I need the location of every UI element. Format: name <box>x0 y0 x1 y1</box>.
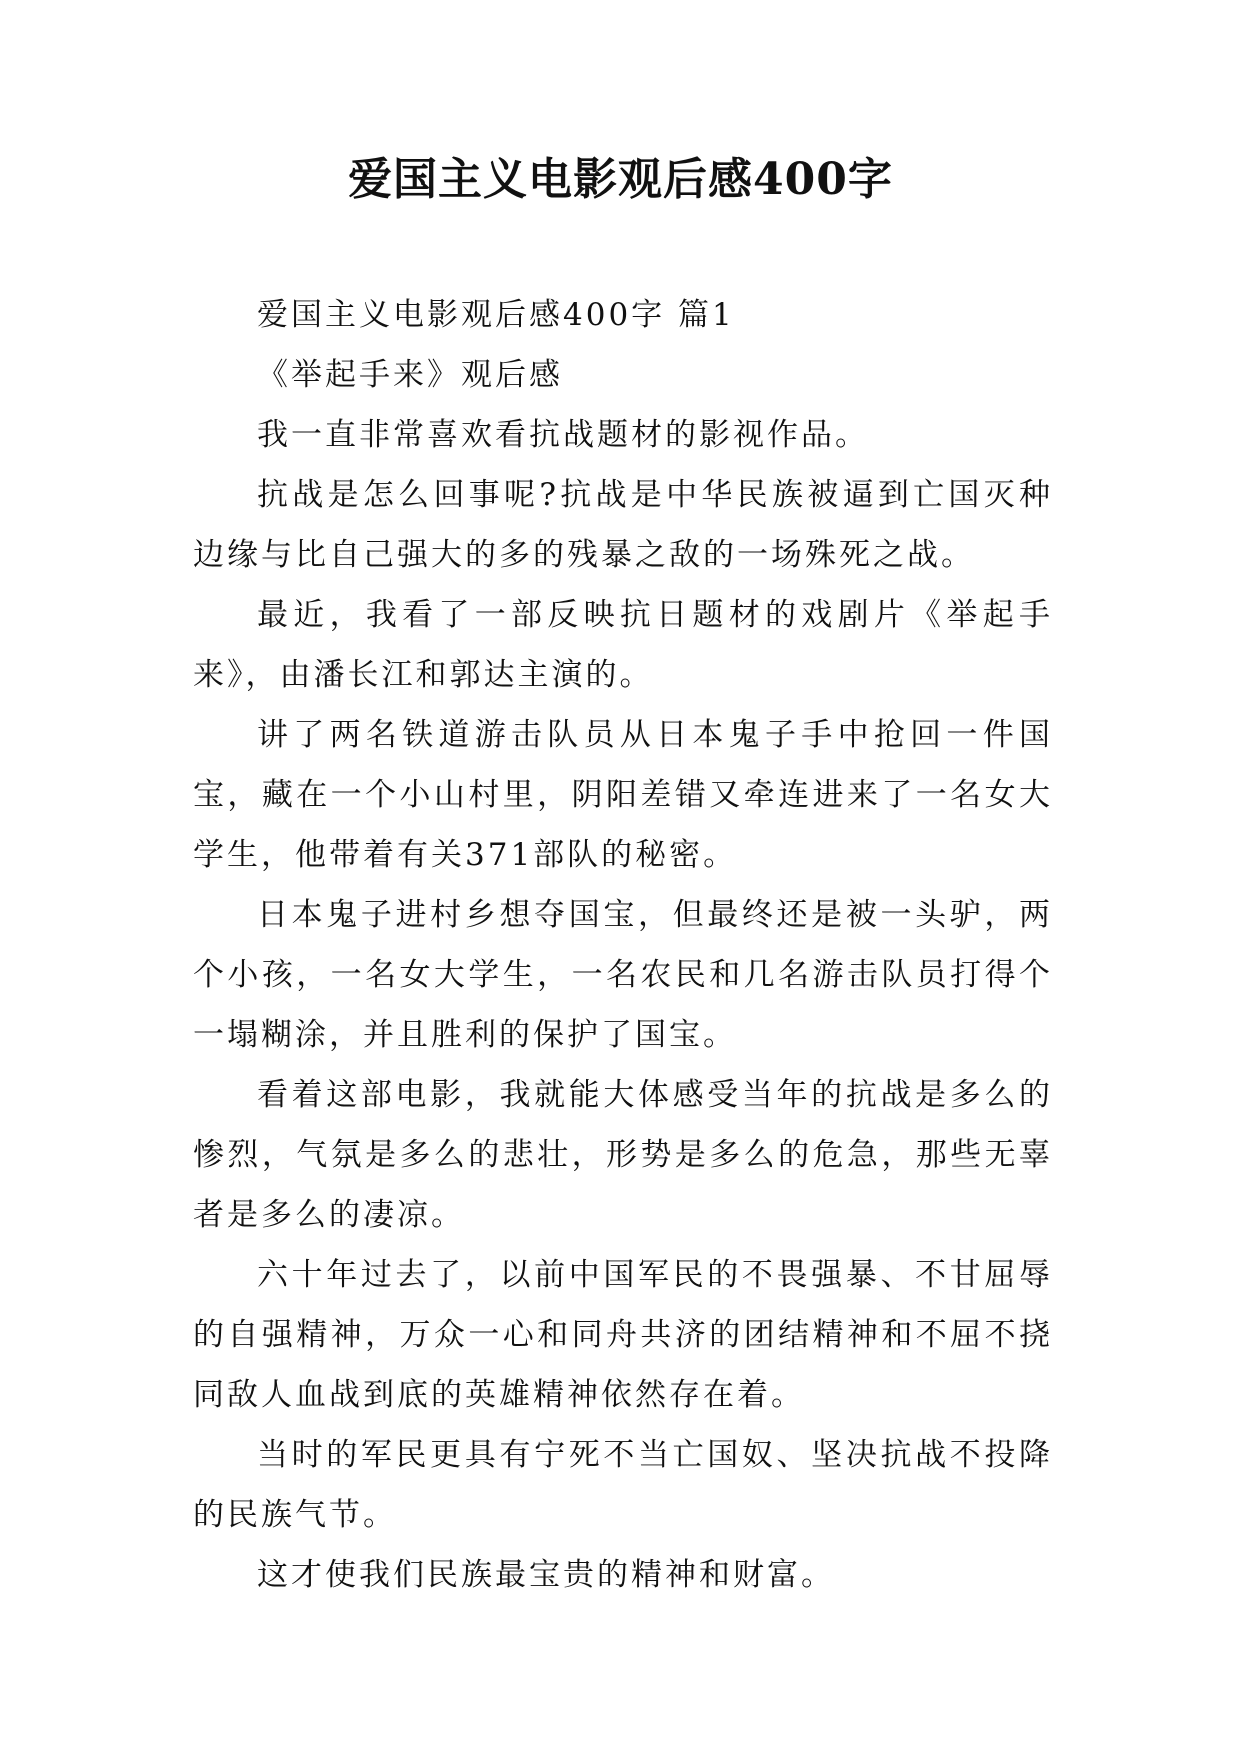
document-title: 爱国主义电影观后感400字 <box>348 154 893 205</box>
section-heading: 爱国主义电影观后感400字 篇1 <box>257 297 735 333</box>
paragraph: 这才使我们民族最宝贵的精神和财富。 <box>257 1557 835 1593</box>
paragraph: 我一直非常喜欢看抗战题材的影视作品。 <box>257 417 869 453</box>
paragraph: 讲了两名铁道游击队员从日本鬼子手中抢回一件国宝，藏在一个小山村里，阴阳差错又牵连进来了一名女大学生，他带着有关371部队的秘密。 <box>193 717 1053 873</box>
paragraph: 六十年过去了，以前中国军民的不畏强暴、不甘屈辱的自强精神，万众一心和同舟共济的团结精神和不屈不挠同敌人血战到底的英雄精神依然存在着。 <box>193 1257 1053 1413</box>
paragraph: 最近，我看了一部反映抗日题材的戏剧片《举起手来》，由潘长江和郭达主演的。 <box>193 597 1053 693</box>
paragraph: 抗战是怎么回事呢?抗战是中华民族被逼到亡国灭种边缘与比自己强大的多的残暴之敌的一场殊死之战。 <box>193 477 1053 573</box>
document-body <box>193 285 1053 1605</box>
paragraph: 看着这部电影，我就能大体感受当年的抗战是多么的惨烈，气氛是多么的悲壮，形势是多么的危急，那些无辜者是多么的凄凉。 <box>193 1077 1053 1233</box>
paragraph: 日本鬼子进村乡想夺国宝，但最终还是被一头驴，两个小孩，一名女大学生，一名农民和几名游击队员打得个一塌糊涂，并且胜利的保护了国宝。 <box>193 897 1053 1053</box>
film-review-heading: 《举起手来》观后感 <box>257 357 563 393</box>
paragraph: 当时的军民更具有宁死不当亡国奴、坚决抗战不投降的民族气节。 <box>193 1437 1053 1533</box>
